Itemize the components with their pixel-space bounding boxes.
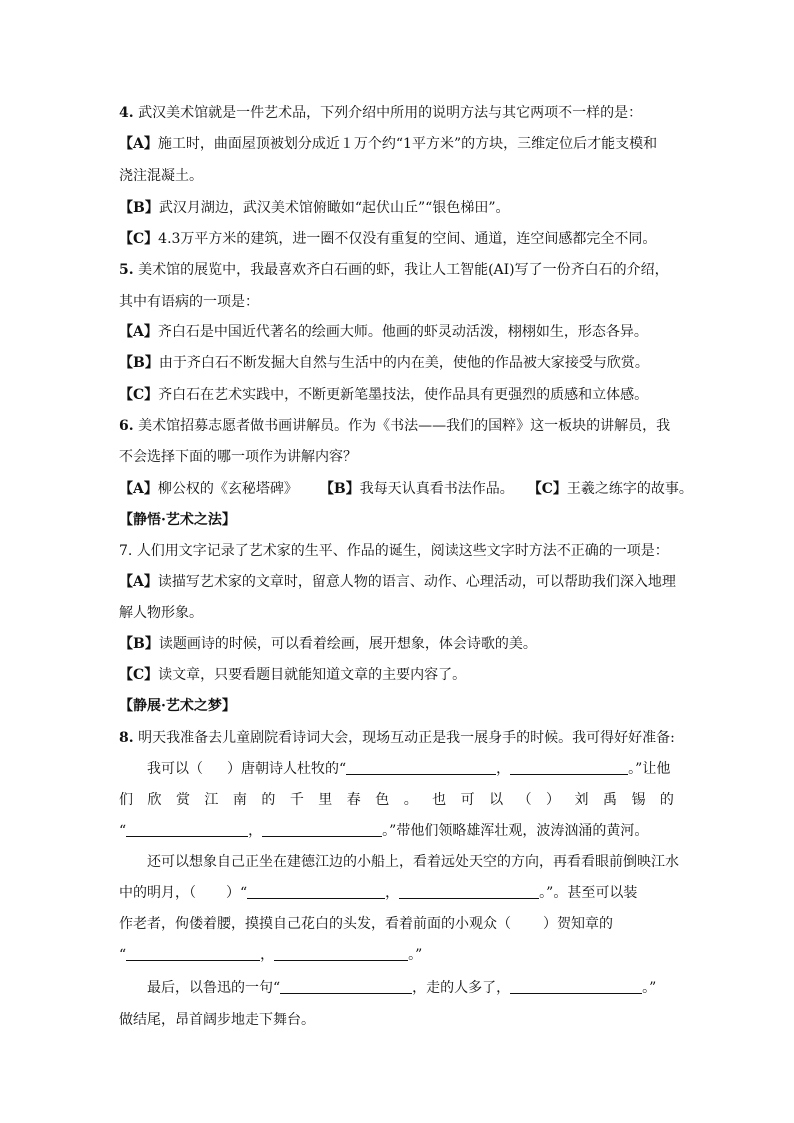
q8-fill-blank-3[interactable] bbox=[126, 822, 248, 837]
q8-fill-blank-8[interactable] bbox=[274, 946, 408, 961]
section-heading-art-dream: 【静展·艺术之梦】 bbox=[119, 698, 236, 714]
q5-stem bbox=[119, 260, 794, 280]
q6-number: 6. bbox=[119, 418, 134, 434]
q8-para2-line1: 还可以想象自己正坐在建德江边的小船上，看着远处天空的方向，再看看眼前倒映江水 bbox=[147, 854, 679, 870]
q8-text: ）“ bbox=[226, 885, 248, 901]
q8-text: 。”带他们领略雄浑壮观，波涛汹涌的黄河。 bbox=[382, 823, 649, 839]
q8-fill-blank-10[interactable] bbox=[510, 979, 642, 994]
q5-option-c-tag: 【C】 bbox=[119, 387, 159, 403]
q8-justified-char: 里 bbox=[318, 792, 333, 808]
q7-option-a-text: 读描写艺术家的文章时，留意人物的语言、动作、心理活动，可以帮助我们深入地理 bbox=[157, 574, 676, 590]
q4-option-b-tag: 【B】 bbox=[119, 200, 159, 216]
q6-stem-cont: 不会选择下面的哪一项作为讲解内容？ bbox=[119, 449, 357, 465]
q6-option-b-tag: 【B】 bbox=[319, 481, 360, 497]
q7-number: 7. bbox=[119, 543, 133, 559]
q5-number: 5. bbox=[119, 262, 134, 278]
q8-fill-blank-4[interactable] bbox=[262, 822, 382, 837]
q4-option-a-cont: 浇注混凝土。 bbox=[119, 168, 203, 184]
q8-text: “ bbox=[119, 947, 127, 963]
q8-justified-char: 以 bbox=[489, 792, 504, 808]
q8-justified-char: ） bbox=[546, 792, 561, 808]
q8-text: 。”。甚至可以装 bbox=[539, 885, 638, 901]
q5-option-a bbox=[119, 322, 794, 342]
section-heading-art-method: 【静悟·艺术之法】 bbox=[119, 512, 236, 528]
q8-fill-blank-9[interactable] bbox=[280, 979, 412, 994]
q8-para1-line2 bbox=[119, 790, 674, 810]
q4-number: 4. bbox=[119, 105, 134, 121]
q8-justified-char: 色 bbox=[375, 792, 390, 808]
q6-option-c-text: 王羲之练字的故事。 bbox=[566, 481, 693, 497]
q8-justified-char: 锡 bbox=[631, 792, 646, 808]
q5-option-b-text: 由于齐白石不断发掘大自然与生活中的内在美，使他的作品被大家接受与欣赏。 bbox=[158, 355, 649, 371]
q8-fill-blank-7[interactable] bbox=[126, 946, 260, 961]
q7-stem bbox=[119, 541, 794, 561]
q8-fill-blank-5[interactable] bbox=[247, 884, 385, 899]
q8-justified-char: 刘 bbox=[574, 792, 589, 808]
q8-para2-line2 bbox=[119, 883, 794, 903]
q6-stem bbox=[119, 416, 794, 436]
q6-option-a-tag: 【A】 bbox=[119, 481, 158, 497]
q7-option-b-tag: 【B】 bbox=[119, 636, 159, 652]
q8-text: ， bbox=[385, 885, 400, 901]
q4-option-b bbox=[119, 198, 794, 218]
q5-stem-text: 美术馆的展览中，我最喜欢齐白石画的虾，我让人工智能(AI)写了一份齐白石的介绍， bbox=[138, 262, 669, 278]
q8-text: 。”让他 bbox=[628, 761, 671, 777]
q5-stem-cont: 其中有语病的一项是： bbox=[119, 294, 259, 310]
q8-justified-char: 可 bbox=[460, 792, 475, 808]
q8-justified-char: 。 bbox=[403, 792, 418, 808]
q4-option-b-text: 武汉月湖边，武汉美术馆俯瞰如“起伏山丘”“银色梯田”。 bbox=[158, 200, 510, 216]
q4-option-c-tag: 【C】 bbox=[119, 231, 159, 247]
q8-stem bbox=[119, 728, 794, 748]
q7-option-a bbox=[119, 572, 794, 592]
q5-option-b bbox=[119, 353, 794, 373]
q4-option-a bbox=[119, 134, 794, 154]
q6-stem-text: 美术馆招募志愿者做书画讲解员。作为《书法——我们的国粹》这一板块的讲解员，我 bbox=[138, 418, 671, 434]
q8-text: ）贺知章的 bbox=[543, 916, 613, 932]
q7-option-b bbox=[119, 634, 794, 654]
q7-option-a-tag: 【A】 bbox=[119, 574, 158, 590]
q8-text: ， bbox=[260, 947, 275, 963]
q8-justified-char: （ bbox=[517, 792, 532, 808]
q6-option-c-tag: 【C】 bbox=[527, 481, 567, 497]
q8-text: ）唐朝诗人杜牧的“ bbox=[227, 761, 347, 777]
q8-text: 我可以（ bbox=[147, 761, 203, 777]
q4-option-a-text: 施工时，曲面屋顶被划分成近１万个约“1平方米”的方块，三维定位后才能支模和 bbox=[157, 136, 658, 152]
q7-option-a-cont: 解人物形象。 bbox=[119, 605, 203, 621]
q4-stem bbox=[119, 103, 794, 123]
q8-fill-blank-1[interactable] bbox=[346, 760, 496, 775]
q8-text: 最后，以鲁迅的一句“ bbox=[147, 980, 281, 996]
q7-option-b-text: 读题画诗的时候，可以看着绘画，展开想象，体会诗歌的美。 bbox=[158, 636, 537, 652]
q8-fill-blank-6[interactable] bbox=[399, 884, 539, 899]
q8-text: ， bbox=[496, 761, 511, 777]
q8-justified-char: 禹 bbox=[602, 792, 617, 808]
q4-option-c bbox=[119, 229, 794, 249]
q6-option-a-text: 柳公权的《玄秘塔碑》 bbox=[157, 481, 298, 497]
q8-number: 8. bbox=[119, 730, 134, 746]
q4-stem-text: 武汉美术馆就是一件艺术品，下列介绍中所用的说明方法与其它两项不一样的是： bbox=[138, 105, 643, 121]
q8-text: 。” bbox=[642, 980, 657, 996]
q4-option-c-text: 4.3万平方米的建筑，进一圈不仅没有重复的空间、通道，连空间感都完全不同。 bbox=[158, 231, 657, 247]
q8-para2-line3 bbox=[119, 914, 794, 934]
q8-justified-char: 也 bbox=[432, 792, 447, 808]
q7-option-c-tag: 【C】 bbox=[119, 667, 159, 683]
q5-option-c bbox=[119, 385, 794, 405]
q7-option-c-text: 读文章，只要看题目就能知道文章的主要内容了。 bbox=[158, 667, 467, 683]
q8-para2-line4 bbox=[119, 945, 794, 965]
q8-text: 。” bbox=[408, 947, 423, 963]
q8-para1-line3 bbox=[119, 821, 794, 841]
q8-justified-char: 千 bbox=[289, 792, 304, 808]
q8-text: 作老者，佝偻着腰，摸摸自己花白的头发，看着前面的小观众（ bbox=[119, 916, 511, 932]
q5-option-a-text: 齐白石是中国近代著名的绘画大师。他画的虾灵动活泼，栩栩如生，形态各异。 bbox=[157, 324, 648, 340]
q8-para3-line2: 做结尾，昂首阔步地走下舞台。 bbox=[119, 1012, 315, 1028]
q8-justified-char: 的 bbox=[659, 792, 674, 808]
q8-justified-char: 春 bbox=[346, 792, 361, 808]
q8-text: ，走的人多了， bbox=[412, 980, 511, 996]
q5-option-a-tag: 【A】 bbox=[119, 324, 158, 340]
q8-justified-char: 南 bbox=[232, 792, 247, 808]
q8-justified-char: 的 bbox=[261, 792, 276, 808]
q5-option-b-tag: 【B】 bbox=[119, 355, 159, 371]
q8-stem-text: 明天我准备去儿童剧院看诗词大会，现场互动正是我一展身手的时候。我可得好好准备: bbox=[138, 730, 675, 746]
q8-justified-char: 欣 bbox=[147, 792, 162, 808]
q4-option-a-tag: 【A】 bbox=[119, 136, 158, 152]
q6-option-b-text: 我每天认真看书法作品。 bbox=[359, 481, 514, 497]
q6-options bbox=[119, 479, 794, 499]
q8-text: “ bbox=[119, 823, 127, 839]
q7-stem-text: 人们用文字记录了艺术家的生平、作品的诞生，阅读这些文字时方法不正确的一项是： bbox=[136, 543, 669, 559]
q8-justified-char: 江 bbox=[204, 792, 219, 808]
q5-option-c-text: 齐白石在艺术实践中，不断更新笔墨技法，使作品具有更强烈的质感和立体感。 bbox=[158, 387, 649, 403]
q8-text: 中的明月，（ bbox=[119, 885, 196, 901]
q8-justified-char: 赏 bbox=[175, 792, 190, 808]
q8-justified-char: 们 bbox=[119, 792, 133, 808]
q7-option-c bbox=[119, 665, 794, 685]
q8-para1-line1 bbox=[147, 759, 794, 779]
q8-para3-line1 bbox=[147, 978, 794, 998]
q8-fill-blank-2[interactable] bbox=[510, 760, 628, 775]
q8-text: ， bbox=[248, 823, 263, 839]
